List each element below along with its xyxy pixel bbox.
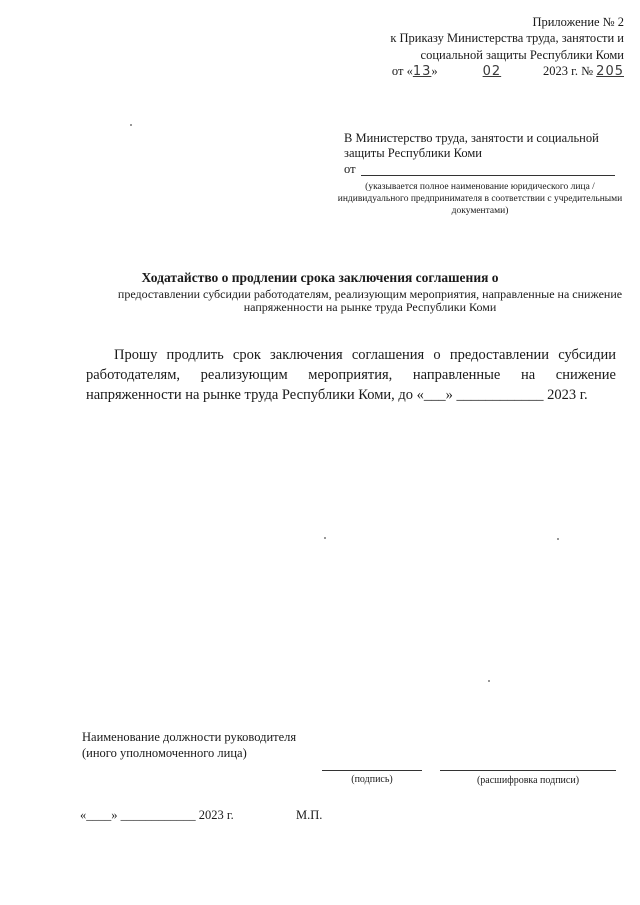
document-subtitle: предоставлении субсидии работодателям, реализующим мероприятия, направленные на снижение напряженности на рынке труда Республики Коми xyxy=(117,287,623,314)
appendix-ministry: социальной защиты Республики Коми xyxy=(420,48,624,62)
request-paragraph: Прошу продлить срок заключения соглашения о предоставлении субсидии работодателям, реализующим мероприятия, направленные на снижение напряженности на рынке труда Республики Коми, до «___» ____________ 2023 г. xyxy=(86,347,616,403)
date-mid: » xyxy=(431,64,438,78)
sign-date: «____» ____________ 2023 г. xyxy=(80,808,234,822)
scan-speck xyxy=(324,537,326,539)
addressee-hint: (указывается полное наименование юридического лица / индивидуального предпринимателя в соответствии с учредительными документами) xyxy=(337,182,623,216)
handwritten-month: 02 xyxy=(482,64,502,79)
decoding-caption: (расшифровка подписи) xyxy=(476,775,580,786)
position-subtitle: (иного уполномоченного лица) xyxy=(82,746,247,760)
handwritten-number: 205 xyxy=(596,64,624,79)
addressee-line2: защиты Республики Коми xyxy=(344,146,482,160)
position-title: Наименование должности руководителя xyxy=(82,730,297,744)
scan-speck xyxy=(130,124,132,126)
date-year: 2023 г. № xyxy=(543,64,594,78)
handwritten-day: 13 xyxy=(412,64,432,79)
appendix-order-ref: к Приказу Министерства труда, занятости и xyxy=(390,31,624,45)
signature-caption: (подпись) xyxy=(351,774,393,785)
appendix-date-line xyxy=(392,63,624,80)
stamp-placeholder: М.П. xyxy=(296,808,323,822)
appendix-title: Приложение № 2 xyxy=(532,15,624,29)
scan-speck xyxy=(557,538,559,540)
scan-speck xyxy=(488,680,490,682)
signature-line[interactable] xyxy=(322,770,422,771)
signature-decoding-line[interactable] xyxy=(440,770,616,771)
addressee-line1: В Министерство труда, занятости и социальной xyxy=(344,131,599,145)
date-prefix: от « xyxy=(391,64,413,78)
addressee-name-field[interactable] xyxy=(361,175,615,176)
addressee-from-label: от xyxy=(344,162,356,176)
document-title: Ходатайство о продлении срока заключения соглашения о xyxy=(141,270,499,285)
